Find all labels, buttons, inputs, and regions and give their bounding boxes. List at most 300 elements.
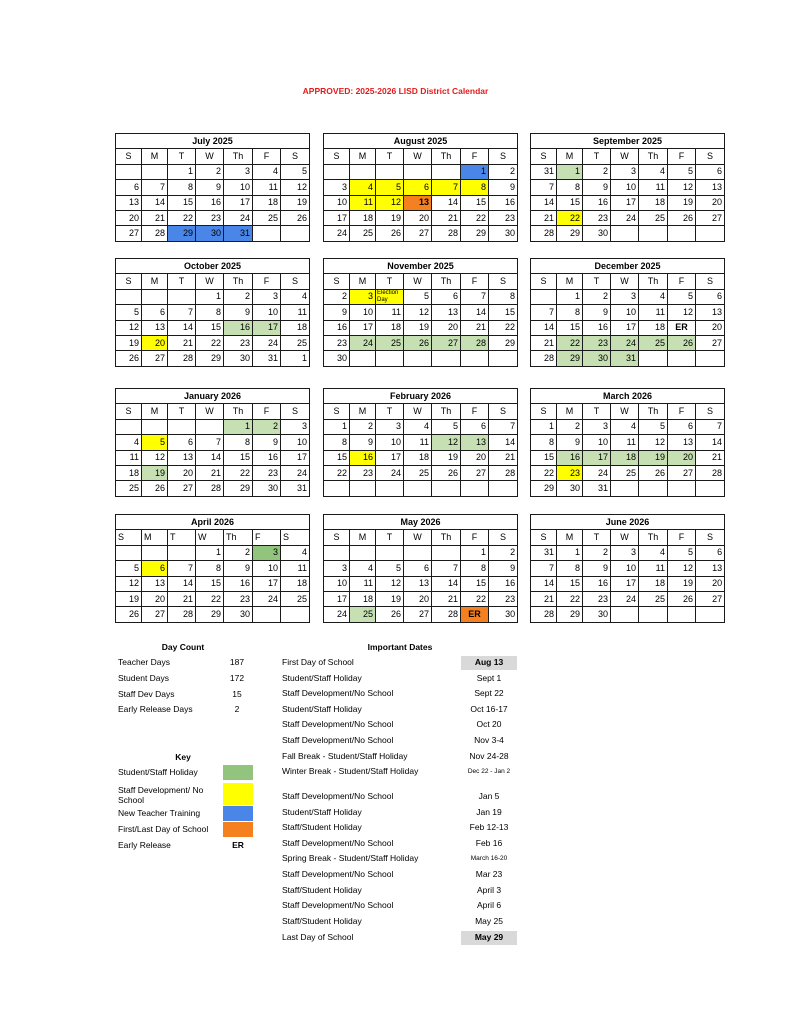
empty-day-cell (350, 164, 376, 179)
weekday-header: M (350, 274, 376, 289)
day-cell: 17 (583, 450, 611, 465)
day-count-value: 172 (229, 672, 245, 683)
day-cell: 10 (611, 305, 639, 320)
day-cell: 26 (668, 210, 696, 225)
day-cell: 23 (324, 335, 350, 350)
day-cell: 11 (116, 450, 142, 465)
day-cell: 14 (461, 305, 489, 320)
day-cell: 9 (583, 305, 611, 320)
day-cell: 11 (376, 305, 404, 320)
empty-day-cell (196, 419, 224, 434)
day-cell: 9 (224, 561, 253, 576)
day-cell: 21 (196, 465, 224, 480)
day-cell: 28 (168, 351, 196, 366)
weekday-header: S (531, 274, 557, 289)
day-cell: 25 (281, 335, 310, 350)
important-dates-heading: Important Dates (367, 642, 433, 652)
empty-day-cell (668, 481, 696, 496)
weekday-header: S (116, 404, 142, 419)
day-cell: 13 (461, 435, 489, 450)
important-date-value: May 25 (475, 916, 503, 926)
day-cell: 3 (350, 289, 376, 304)
day-cell: 8 (557, 305, 583, 320)
day-cell: 7 (531, 180, 557, 195)
month-calendar (530, 514, 725, 623)
empty-day-cell (142, 289, 168, 304)
day-cell: 6 (696, 289, 725, 304)
day-cell: 5 (639, 419, 668, 434)
empty-day-cell (432, 481, 461, 496)
empty-day-cell (432, 164, 461, 179)
day-count-label: Student Days (118, 672, 170, 683)
weekday-header: F (253, 274, 281, 289)
day-cell: 16 (489, 195, 518, 210)
day-cell: 10 (350, 305, 376, 320)
day-cell: 27 (696, 591, 725, 606)
empty-day-cell (639, 226, 668, 241)
day-cell: 10 (281, 435, 310, 450)
weekday-header: M (142, 274, 168, 289)
day-cell: 27 (142, 607, 168, 622)
month-title: March 2026 (531, 389, 725, 404)
day-cell: 11 (281, 561, 310, 576)
day-cell: 7 (168, 561, 196, 576)
day-cell: 12 (668, 561, 696, 576)
weekday-header: M (557, 404, 583, 419)
day-cell: 22 (196, 591, 224, 606)
day-cell: 23 (583, 591, 611, 606)
weekday-header: Th (224, 530, 253, 545)
day-cell: 7 (168, 305, 196, 320)
day-cell: 1 (557, 164, 583, 179)
day-count-label: Teacher Days (118, 657, 170, 667)
day-cell: 26 (281, 210, 310, 225)
empty-day-cell (404, 164, 432, 179)
day-cell: 8 (196, 561, 224, 576)
day-cell: 27 (404, 226, 432, 241)
day-cell: 23 (253, 465, 281, 480)
day-cell: 30 (224, 351, 253, 366)
important-date-value: Nov 3-4 (474, 735, 504, 745)
weekday-header: W (611, 404, 639, 419)
day-cell: 15 (224, 450, 253, 465)
day-cell: 25 (639, 591, 668, 606)
weekday-header: W (611, 530, 639, 545)
day-cell: 13 (668, 435, 696, 450)
day-cell: 6 (142, 561, 168, 576)
day-cell: 30 (489, 607, 518, 622)
day-cell: 25 (639, 210, 668, 225)
day-cell: 28 (531, 351, 557, 366)
day-cell: 16 (583, 320, 611, 335)
day-cell: 15 (168, 195, 196, 210)
day-cell: 22 (324, 465, 350, 480)
day-cell: 6 (461, 419, 489, 434)
weekday-header: W (611, 149, 639, 164)
day-cell: 15 (489, 305, 518, 320)
important-date-value: Nov 24-28 (469, 751, 509, 761)
day-cell: 1 (196, 289, 224, 304)
day-cell: 7 (196, 435, 224, 450)
important-date-value: Oct 20 (476, 719, 502, 729)
day-cell: 27 (116, 226, 142, 241)
day-cell: 25 (611, 465, 639, 480)
day-count-heading: Day Count (161, 642, 205, 652)
weekday-header: T (583, 274, 611, 289)
weekday-header: Th (432, 149, 461, 164)
day-cell: 15 (196, 576, 224, 591)
weekday-header: S (696, 404, 725, 419)
day-cell: 11 (253, 180, 281, 195)
day-cell: 25 (116, 481, 142, 496)
day-cell: 29 (196, 607, 224, 622)
important-date-label: Student/Staff Holiday (282, 807, 362, 817)
day-cell: 4 (116, 435, 142, 450)
weekday-header: T (583, 149, 611, 164)
day-cell: 5 (668, 545, 696, 560)
day-cell: 15 (557, 576, 583, 591)
empty-day-cell (376, 545, 404, 560)
important-date-label: Student/Staff Holiday (282, 704, 362, 714)
day-cell: 5 (432, 419, 461, 434)
day-cell: 26 (142, 481, 168, 496)
day-cell: 1 (168, 164, 196, 179)
day-cell: 9 (196, 180, 224, 195)
important-date-label: Staff/Student Holiday (282, 885, 362, 895)
day-cell: 25 (350, 607, 376, 622)
day-cell: 11 (404, 435, 432, 450)
day-cell: 8 (489, 289, 518, 304)
day-cell: 1 (557, 545, 583, 560)
day-cell: 4 (350, 561, 376, 576)
day-cell: 21 (696, 450, 725, 465)
empty-day-cell (639, 351, 668, 366)
day-cell: 14 (531, 320, 557, 335)
day-cell: 9 (350, 435, 376, 450)
key-label: New Teacher Training (118, 808, 201, 818)
day-cell: 4 (253, 164, 281, 179)
day-cell: 16 (583, 195, 611, 210)
day-cell: 3 (224, 164, 253, 179)
day-cell: 1 (461, 164, 489, 179)
day-cell: 10 (224, 180, 253, 195)
day-cell: 17 (350, 320, 376, 335)
day-cell: 12 (668, 180, 696, 195)
day-cell: 2 (253, 419, 281, 434)
weekday-header: F (461, 530, 489, 545)
empty-day-cell (696, 607, 725, 622)
day-cell: 19 (668, 195, 696, 210)
day-cell: 16 (324, 320, 350, 335)
day-cell: 16 (489, 576, 518, 591)
day-cell: 9 (583, 180, 611, 195)
day-cell: 14 (432, 195, 461, 210)
day-cell: 20 (142, 335, 168, 350)
day-cell: 12 (404, 305, 432, 320)
day-cell: 30 (324, 351, 350, 366)
important-date-label: Student/Staff Holiday (282, 673, 362, 683)
day-cell: 3 (611, 289, 639, 304)
important-date-label: Staff/Student Holiday (282, 822, 362, 832)
empty-day-cell (324, 481, 350, 496)
weekday-header: T (168, 404, 196, 419)
day-cell: 29 (168, 226, 196, 241)
day-cell: 18 (350, 591, 376, 606)
day-cell: 12 (639, 435, 668, 450)
month-calendar (323, 388, 518, 497)
day-cell: 9 (489, 180, 518, 195)
day-cell: 23 (583, 335, 611, 350)
day-cell: 18 (350, 210, 376, 225)
day-cell: 29 (557, 351, 583, 366)
day-cell: 22 (557, 335, 583, 350)
day-cell: 16 (253, 450, 281, 465)
day-cell: 11 (639, 180, 668, 195)
key-swatch (223, 783, 253, 805)
day-cell: 17 (324, 210, 350, 225)
day-cell: 20 (432, 320, 461, 335)
empty-day-cell (432, 351, 461, 366)
month-title: August 2025 (324, 134, 518, 149)
day-cell: 21 (531, 591, 557, 606)
weekday-header: Th (639, 149, 668, 164)
day-cell: 21 (531, 335, 557, 350)
day-cell: 5 (668, 289, 696, 304)
empty-day-cell (350, 351, 376, 366)
empty-day-cell (404, 545, 432, 560)
day-cell: 7 (461, 289, 489, 304)
day-cell: 14 (168, 576, 196, 591)
day-cell: 15 (557, 320, 583, 335)
day-cell: 22 (557, 210, 583, 225)
day-cell: ER (668, 320, 696, 335)
day-cell: 17 (224, 195, 253, 210)
day-count-value: 15 (232, 688, 242, 699)
key-label: First/Last Day of School (118, 824, 209, 834)
day-cell: 22 (461, 591, 489, 606)
weekday-header: S (696, 274, 725, 289)
day-cell: 21 (168, 335, 196, 350)
day-cell: 21 (489, 450, 518, 465)
important-date-value: Oct 16-17 (470, 704, 508, 714)
empty-day-cell (696, 481, 725, 496)
weekday-header: F (461, 404, 489, 419)
weekday-header: M (350, 404, 376, 419)
day-cell: ER (461, 607, 489, 622)
weekday-header: T (168, 530, 196, 545)
page-title: APPROVED: 2025-2026 LISD District Calendar (302, 86, 489, 96)
empty-day-cell (350, 545, 376, 560)
day-cell: 2 (224, 289, 253, 304)
important-date-value: Jan 5 (478, 791, 500, 801)
month-title: June 2026 (531, 515, 725, 530)
day-cell: 22 (531, 465, 557, 480)
day-cell: 27 (696, 335, 725, 350)
weekday-header: W (404, 530, 432, 545)
weekday-header: Th (639, 404, 668, 419)
day-cell: 17 (376, 450, 404, 465)
weekday-header: W (404, 404, 432, 419)
day-cell: 31 (253, 351, 281, 366)
day-cell: 17 (281, 450, 310, 465)
day-cell: 9 (583, 561, 611, 576)
day-cell: 19 (639, 450, 668, 465)
empty-day-cell (639, 481, 668, 496)
weekday-header: T (376, 530, 404, 545)
important-date-label: Last Day of School (282, 932, 354, 942)
month-calendar (115, 388, 310, 497)
day-cell: 3 (281, 419, 310, 434)
day-cell: 24 (324, 226, 350, 241)
day-cell: 3 (324, 180, 350, 195)
day-cell: 28 (461, 335, 489, 350)
day-cell: 23 (557, 465, 583, 480)
day-cell: 1 (196, 545, 224, 560)
day-cell: 7 (489, 419, 518, 434)
day-cell: 3 (583, 419, 611, 434)
day-cell: 8 (168, 180, 196, 195)
day-cell: 22 (168, 210, 196, 225)
day-cell: 24 (253, 591, 281, 606)
weekday-header: Th (432, 274, 461, 289)
day-cell: 28 (489, 465, 518, 480)
month-title: January 2026 (116, 389, 310, 404)
day-cell: 15 (196, 320, 224, 335)
day-cell: 12 (142, 450, 168, 465)
day-cell: 17 (611, 576, 639, 591)
day-cell: 11 (639, 305, 668, 320)
day-cell: 4 (639, 545, 668, 560)
day-cell: 22 (196, 335, 224, 350)
key-label: Staff Development/ No School (118, 785, 204, 805)
day-cell: 13 (116, 195, 142, 210)
key-heading: Key (175, 752, 191, 762)
weekday-header: T (583, 404, 611, 419)
day-cell: 1 (461, 545, 489, 560)
day-cell: 24 (253, 335, 281, 350)
weekday-header: W (404, 149, 432, 164)
day-cell: 6 (696, 545, 725, 560)
day-cell: 10 (253, 561, 281, 576)
important-date-label: Staff Development/No School (282, 791, 394, 801)
day-cell: 17 (253, 320, 281, 335)
empty-day-cell (696, 226, 725, 241)
day-cell: 9 (324, 305, 350, 320)
day-cell: 21 (168, 591, 196, 606)
empty-day-cell (281, 607, 310, 622)
day-cell: 9 (253, 435, 281, 450)
day-cell: 2 (583, 289, 611, 304)
empty-day-cell (531, 289, 557, 304)
weekday-header: S (531, 530, 557, 545)
weekday-header: W (196, 149, 224, 164)
important-date-value: Feb 12-13 (469, 822, 509, 832)
day-cell: 27 (168, 481, 196, 496)
day-cell: 12 (376, 195, 404, 210)
day-cell: 8 (557, 180, 583, 195)
day-cell: 10 (324, 576, 350, 591)
day-cell: 3 (376, 419, 404, 434)
day-cell: 4 (281, 545, 310, 560)
day-cell: 30 (583, 607, 611, 622)
day-cell: 14 (142, 195, 168, 210)
weekday-header: M (557, 149, 583, 164)
day-cell: 6 (404, 561, 432, 576)
day-cell: 20 (668, 450, 696, 465)
day-cell: 17 (611, 195, 639, 210)
day-cell: 11 (281, 305, 310, 320)
weekday-header: S (281, 530, 310, 545)
weekday-header: W (404, 274, 432, 289)
day-cell: 13 (142, 320, 168, 335)
day-cell: 7 (531, 305, 557, 320)
day-cell: 21 (432, 210, 461, 225)
important-date-value: April 6 (476, 900, 502, 910)
important-date-label: Staff Development/No School (282, 838, 394, 848)
day-cell: 8 (324, 435, 350, 450)
day-cell: 13 (142, 576, 168, 591)
important-date-label: Staff Development/No School (282, 735, 394, 745)
day-cell: 29 (224, 481, 253, 496)
day-cell: 15 (461, 195, 489, 210)
day-cell: 25 (404, 465, 432, 480)
day-cell: 14 (168, 320, 196, 335)
day-cell: 28 (696, 465, 725, 480)
day-cell: 29 (557, 226, 583, 241)
day-cell: 24 (350, 335, 376, 350)
day-cell: 22 (461, 210, 489, 225)
weekday-header: S (531, 149, 557, 164)
important-date-label: Staff Development/No School (282, 688, 394, 698)
day-cell: 30 (489, 226, 518, 241)
weekday-header: S (324, 404, 350, 419)
day-cell: 31 (281, 481, 310, 496)
day-cell: 29 (531, 481, 557, 496)
important-date-label: Spring Break - Student/Staff Holiday (282, 853, 419, 863)
weekday-header: S (116, 274, 142, 289)
month-calendar (115, 514, 310, 623)
day-cell: 18 (611, 450, 639, 465)
day-count-value: 2 (234, 704, 240, 715)
empty-day-cell (489, 481, 518, 496)
day-cell: 26 (376, 607, 404, 622)
weekday-header: F (253, 530, 281, 545)
day-cell: 1 (281, 351, 310, 366)
day-cell: 12 (668, 305, 696, 320)
day-cell: 30 (253, 481, 281, 496)
day-cell: 24 (583, 465, 611, 480)
day-cell: 8 (224, 435, 253, 450)
key-swatch (223, 806, 253, 821)
day-cell: 25 (639, 335, 668, 350)
day-cell: 27 (461, 465, 489, 480)
day-cell: 28 (531, 607, 557, 622)
day-cell: 6 (142, 305, 168, 320)
day-cell: 7 (696, 419, 725, 434)
day-cell: 22 (224, 465, 253, 480)
empty-day-cell (376, 164, 404, 179)
day-cell: 23 (224, 591, 253, 606)
empty-day-cell (639, 607, 668, 622)
weekday-header: S (696, 530, 725, 545)
weekday-header: F (668, 404, 696, 419)
day-cell: 14 (531, 195, 557, 210)
month-calendar (115, 258, 310, 367)
empty-day-cell (116, 419, 142, 434)
day-cell: 4 (639, 164, 668, 179)
empty-day-cell (376, 481, 404, 496)
weekday-header: S (116, 149, 142, 164)
